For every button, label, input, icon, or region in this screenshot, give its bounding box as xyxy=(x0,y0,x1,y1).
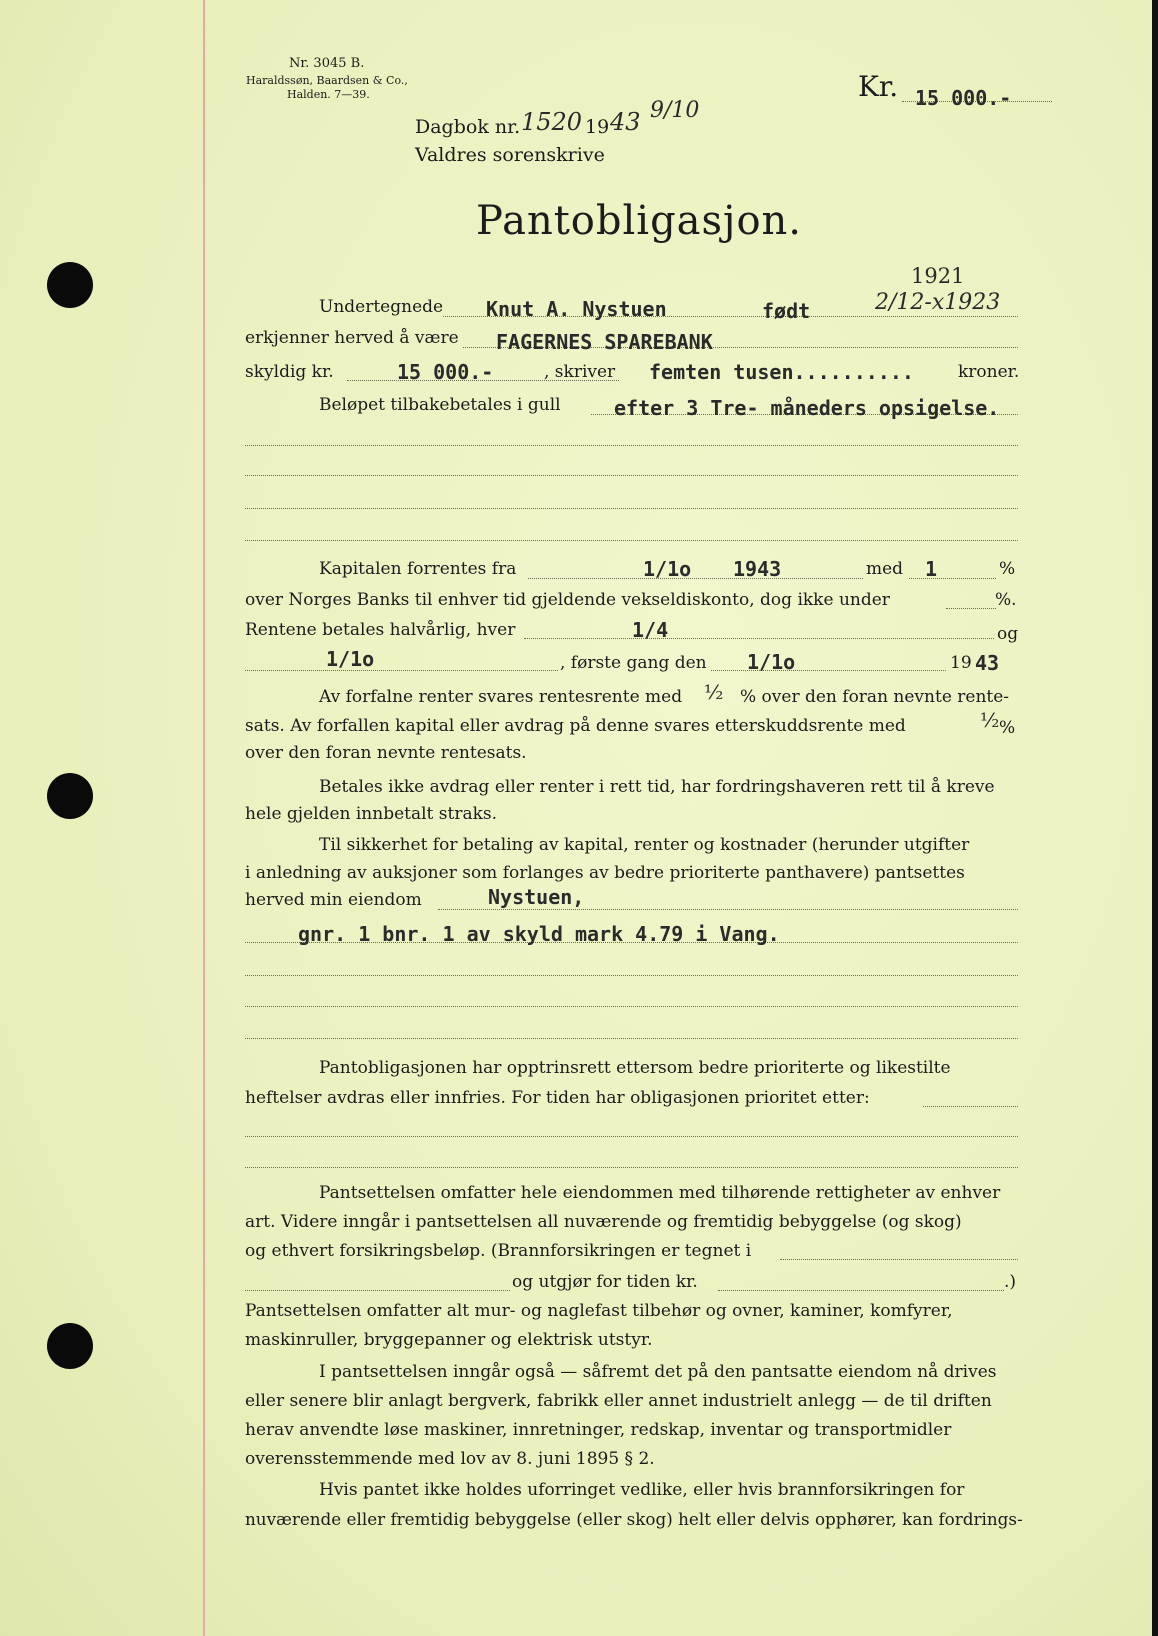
blank-line xyxy=(245,508,1018,509)
av-forfalne-text: Av forfalne renter svares rentesrente med xyxy=(319,687,683,707)
kroner-label: kroner. xyxy=(958,362,1020,382)
blank-line xyxy=(245,1038,1018,1039)
insurance-dots-2 xyxy=(245,1290,510,1291)
birth-year: 1921 xyxy=(911,264,965,288)
birth-date: 2/12-x1923 xyxy=(875,290,1001,315)
office-stamp: Valdres sorenskrive xyxy=(415,144,605,166)
payment-date-2: 1/1o xyxy=(326,647,375,671)
pantsettelsen-text-2: art. Videre inngår i pantsettelsen all nuværende og fremtidig bebyggelse (og skog) xyxy=(245,1212,962,1232)
interest-from-year: 1943 xyxy=(733,557,782,581)
amount-words: femten tusen.......... xyxy=(649,360,914,384)
blank-line xyxy=(245,540,1018,541)
property-detail: gnr. 1 bnr. 1 av skyld mark 4.79 i Vang. xyxy=(298,922,780,946)
dagbok-date: 9/10 xyxy=(650,98,700,123)
document-title: Pantobligasjon. xyxy=(476,198,803,244)
paren-close: .) xyxy=(1004,1272,1017,1292)
over-den-rentesats: over den foran nevnte rentesats. xyxy=(245,743,527,763)
printer-place: Halden. 7—39. xyxy=(287,88,370,101)
belopet-label: Beløpet tilbakebetales i gull xyxy=(319,395,561,415)
dagbok-label: Dagbok nr. xyxy=(415,116,521,138)
blank-line xyxy=(245,475,1018,476)
insurance-dots xyxy=(780,1259,1018,1260)
repayment-terms: efter 3 Tre- måneders opsigelse. xyxy=(614,396,1000,420)
min-rate-dots xyxy=(946,608,996,609)
skriver-label: , skriver xyxy=(544,362,616,382)
over-den-rente: % over den foran nevnte rente- xyxy=(740,687,1010,707)
industri-text-3: herav anvendte løse maskiner, innretninger, redskap, inventar og transportmidler xyxy=(245,1420,952,1440)
hvis-text-1: Hvis pantet ikke holdes uforringet vedlike, eller hvis brannforsikringen for xyxy=(319,1480,965,1500)
til-sikkerhet-text: Til sikkerhet for betaling av kapital, renter og kostnader (herunder utgifter xyxy=(319,835,970,855)
og-label: og xyxy=(997,624,1019,644)
first-payment-date: 1/1o xyxy=(747,650,796,674)
punch-hole xyxy=(47,262,93,308)
creditor-name: FAGERNES SPAREBANK xyxy=(496,330,713,354)
fodt-label: født xyxy=(762,299,811,323)
kapitalen-dots xyxy=(528,578,863,579)
blank-line xyxy=(245,1136,1018,1137)
first-year-prefix: 19 xyxy=(950,653,972,673)
med-label: med xyxy=(866,559,904,579)
hele-gjelden-text: hele gjelden innbetalt straks. xyxy=(245,804,498,824)
penalty-rate-1: ½ xyxy=(704,680,724,704)
pantsettelsen-text-1: Pantsettelsen omfatter hele eiendommen med tilhørende rettigheter av enhver xyxy=(319,1183,1001,1203)
industri-text-4: overensstemmende med lov av 8. juni 1895 § 2. xyxy=(245,1449,655,1469)
pantsettelsen-text-6: maskinruller, bryggepanner og elektrisk utstyr. xyxy=(245,1330,653,1350)
dagbok-year: 43 xyxy=(610,108,641,136)
betales-ikke-text: Betales ikke avdrag eller renter i rett tid, har fordringshaveren rett til å kreve xyxy=(319,777,995,797)
interest-from-date: 1/1o xyxy=(643,557,692,581)
blank-line xyxy=(245,1006,1018,1007)
pantobligasjonen-text-2: heftelser avdras eller innfries. For tiden har obligasjonen prioritet etter: xyxy=(245,1088,870,1108)
utgjor-label: og utgjør for tiden kr. xyxy=(512,1272,698,1292)
owed-amount: 15 000.- xyxy=(397,360,494,384)
punch-hole xyxy=(47,773,93,819)
pct-sign-2: % xyxy=(999,718,1016,738)
priority-dots xyxy=(923,1106,1018,1107)
hvis-text-2: nuværende eller fremtidig bebyggelse (eller skog) helt eller delvis opphører, kan fordrings- xyxy=(245,1509,1023,1529)
payment-date-2-dots xyxy=(245,670,558,671)
skyldig-label: skyldig kr. xyxy=(245,362,334,382)
industri-text-2: eller senere blir anlagt bergverk, fabrikk eller annet industrielt anlegg — de til driften xyxy=(245,1391,992,1411)
printer-firm: Haraldssøn, Baardsen & Co., xyxy=(246,74,408,87)
pct-sign: % xyxy=(999,559,1016,579)
i-anledning-text: i anledning av auksjoner som forlanges av bedre prioriterte panthavere) pantsettes xyxy=(245,863,965,883)
dagbok-year-prefix: 19 xyxy=(585,116,610,138)
first-year-suffix: 43 xyxy=(975,651,1000,675)
punch-hole xyxy=(47,1323,93,1369)
rentene-label: Rentene betales halvårlig, hver xyxy=(245,620,516,640)
margin-rule xyxy=(203,0,205,1636)
forste-gang-label: , første gang den xyxy=(560,653,707,673)
kapitalen-label: Kapitalen forrentes fra xyxy=(319,559,517,579)
pct-dot: %. xyxy=(995,590,1017,610)
dagbok-number: 1520 xyxy=(521,108,583,136)
insurance-amount-dots xyxy=(718,1290,1004,1291)
property-dots xyxy=(438,909,1018,910)
pantobligasjonen-text-1: Pantobligasjonen har opptrinsrett ettersom bedre prioriterte og likestilte xyxy=(319,1058,951,1078)
rentene-dots xyxy=(524,638,994,639)
blank-line xyxy=(245,1167,1018,1168)
erkjenner-label: erkjenner herved å være xyxy=(245,328,459,348)
rate-dots xyxy=(909,578,996,579)
kr-amount: 15 000.- xyxy=(915,86,1012,110)
industri-text-1: I pantsettelsen inngår også — såfremt det på den pantsatte eiendom nå drives xyxy=(319,1362,997,1382)
penalty-rate-2: ½ xyxy=(980,708,1000,732)
interest-rate: 1 xyxy=(925,557,938,581)
property-name: Nystuen, xyxy=(488,885,585,909)
blank-line xyxy=(245,445,1018,446)
scan-edge xyxy=(1152,0,1158,1636)
herved-label: herved min eiendom xyxy=(245,890,422,910)
payment-date-1: 1/4 xyxy=(632,618,669,642)
sats-text: sats. Av forfallen kapital eller avdrag på denne svares etterskuddsrente med xyxy=(245,716,906,736)
undertegnede-label: Undertegnede xyxy=(319,297,444,317)
form-number: Nr. 3045 B. xyxy=(289,56,365,71)
pantsettelsen-text-3: og ethvert forsikringsbeløp. (Brannforsikringen er tegnet i xyxy=(245,1241,752,1261)
over-norges-text: over Norges Banks til enhver tid gjeldende vekseldiskonto, dog ikke under xyxy=(245,590,890,610)
pantsettelsen-text-5: Pantsettelsen omfatter alt mur- og naglefast tilbehør og ovner, kaminer, komfyrer, xyxy=(245,1301,953,1321)
blank-line xyxy=(245,975,1018,976)
debtor-name: Knut A. Nystuen xyxy=(486,297,667,321)
kr-label: Kr. xyxy=(858,70,899,103)
